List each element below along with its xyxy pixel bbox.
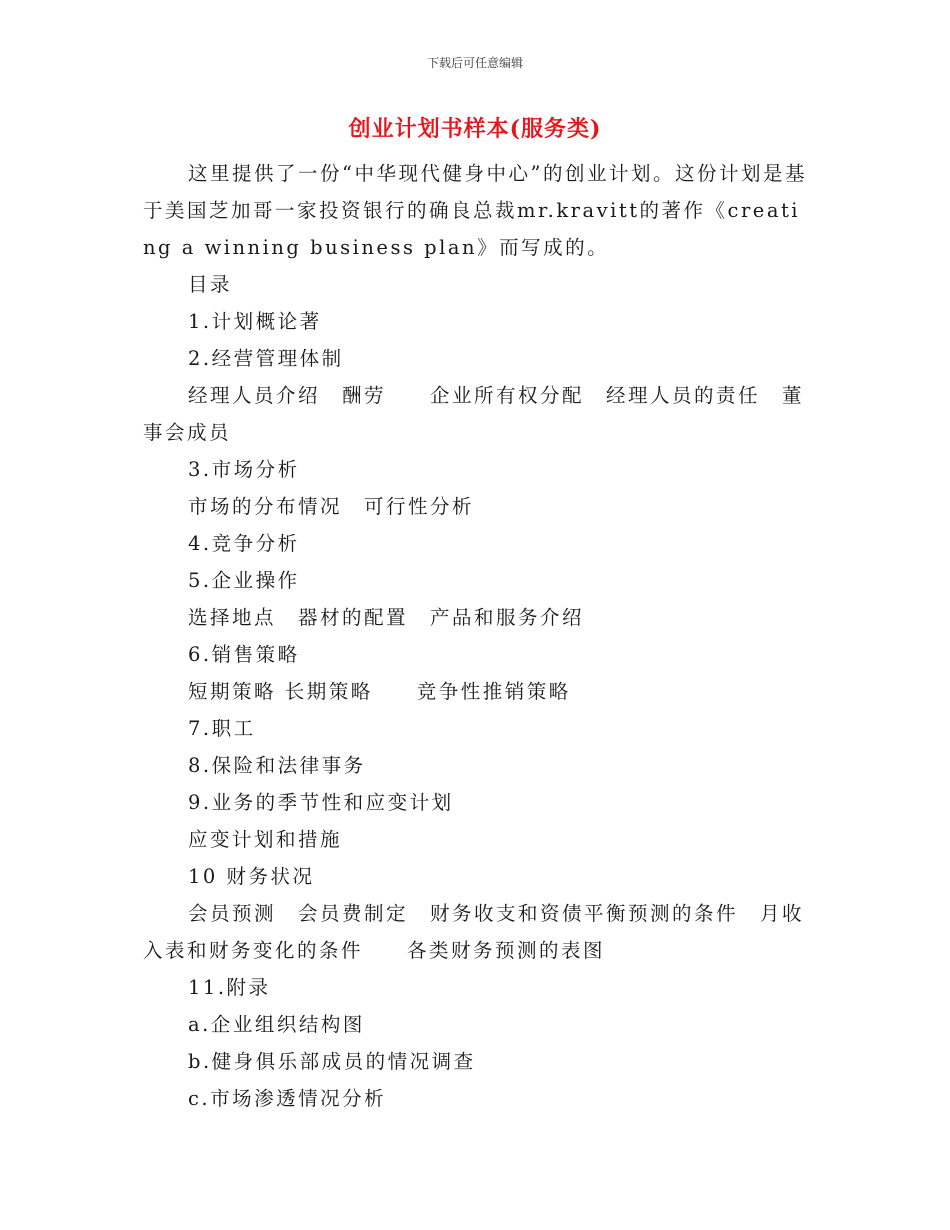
toc-item-7: 7.职工 [188,717,256,740]
toc-heading: 目录 [188,273,233,296]
document-title: 创业计划书样本(服务类) [348,116,602,142]
toc-subitems-6: 短期策略 长期策略 竞争性推销策略 [188,680,571,703]
toc-subitems-2: 经理人员介绍 酬劳 企业所有权分配 经理人员的责任 董事会成员 [143,384,805,444]
toc-item-1: 1.计划概论著 [188,310,322,333]
toc-item-9: 9.业务的季节性和应变计划 [188,791,454,814]
intro-paragraph: 这里提供了一份“中华现代健身中心”的创业计划。这份计划是基于美国芝加哥一家投资银行的确良总裁mr.kravitt的著作《creating a winning business plan》而写成的。 [143,162,807,259]
toc-subitems-3: 市场的分布情况 可行性分析 [188,495,475,518]
toc-appendix-b: b.健身俱乐部成员的情况调查 [188,1050,476,1073]
toc-subitems-10: 会员预测 会员费制定 财务收支和资债平衡预测的条件 月收入表和财务变化的条件 各类财务预测的表图 [143,902,805,962]
toc-item-8: 8.保险和法律事务 [188,754,366,777]
toc-item-5: 5.企业操作 [188,569,300,592]
toc-item-2: 2.经营管理体制 [188,347,344,370]
toc-subitems-9: 应变计划和措施 [188,828,343,851]
toc-item-11: 11.附录 [188,976,271,999]
toc-item-3: 3.市场分析 [188,458,300,481]
toc-subitems-5: 选择地点 器材的配置 产品和服务介绍 [188,606,585,629]
document-body [143,155,813,1117]
toc-appendix-c: c.市场渗透情况分析 [188,1087,387,1110]
toc-appendix-a: a.企业组织结构图 [188,1013,365,1036]
toc-item-6: 6.销售策略 [188,643,300,666]
toc-item-4: 4.竞争分析 [188,532,300,555]
toc-item-10: 10 财务状况 [188,865,315,888]
page-header-note: 下载后可任意编辑 [426,56,523,70]
